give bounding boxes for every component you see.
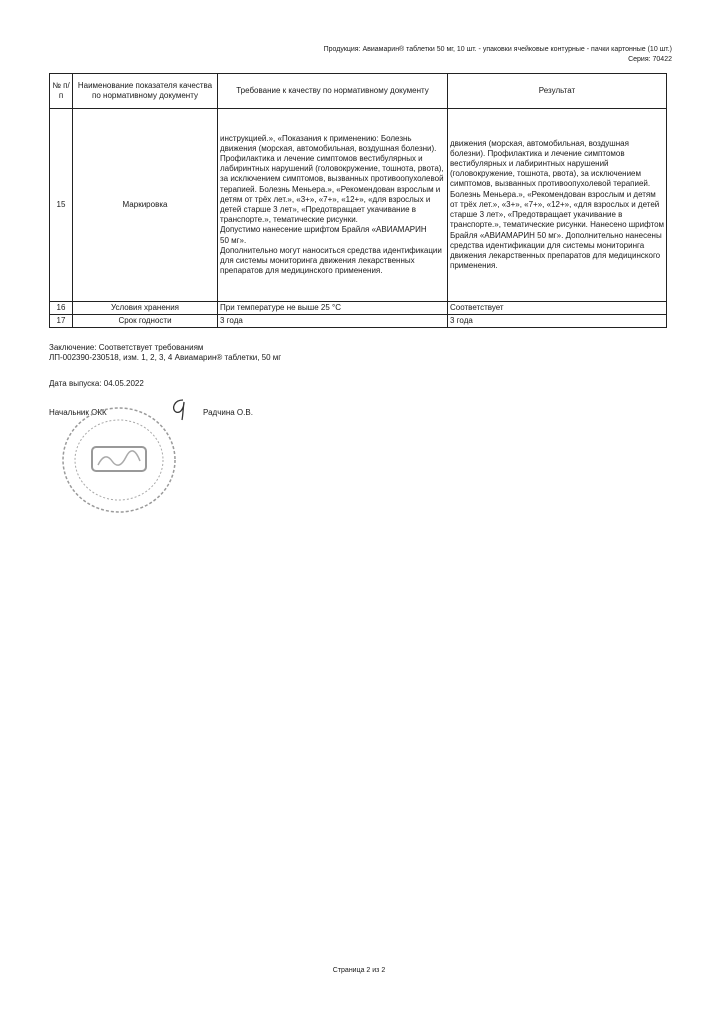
- row-number: 16: [50, 302, 73, 315]
- indicator-name: Срок годности: [73, 315, 218, 328]
- table-header-row: [50, 74, 667, 109]
- column-header-indicator: Наименование показателя качества по нормативному документу: [73, 74, 218, 109]
- column-header-requirement: Требование к качеству по нормативному документу: [218, 74, 448, 109]
- column-header-number: № п/п: [50, 74, 73, 109]
- signer-name: Радчина О.В.: [203, 408, 253, 417]
- result-cell: движения (морская, автомобильная, воздушная болезни). Профилактика и лечение симптомов вестибулярных и лабиринтных нарушений (головокружение, тошнота, рвота), за исключением симптомов, вызванных противоопухолевой терапией. Болезнь Меньера.», «Рекомендован взрослым и детям от трёх лет.», «3+», «7+», «12+», «для взрослых и детей старше 3 лет», «Предотвращает укачивание в транспорте.», тематические рисунки. Нанесено шрифтом Брайля «АВИАМАРИН 50 мг». Дополнительно нанесены средства идентификации для системы мониторинга движения лекарственных препаратов для медицинского применения.: [448, 109, 667, 302]
- row-number: 15: [50, 109, 73, 302]
- result-cell: 3 года: [448, 315, 667, 328]
- requirement-cell: 3 года: [218, 315, 448, 328]
- indicator-name: Маркировка: [73, 109, 218, 302]
- issue-date: Дата выпуска: 04.05.2022: [49, 379, 144, 388]
- header-series: Серия: 70422: [628, 56, 672, 63]
- row-number: 17: [50, 315, 73, 328]
- table-row: [50, 302, 667, 315]
- conclusion-line-2: ЛП-002390-230518, изм. 1, 2, 3, 4 Авиамарин® таблетки, 50 мг: [49, 353, 282, 362]
- seal-stamp: [60, 405, 178, 515]
- requirement-cell: При температуре не выше 25 °С: [218, 302, 448, 315]
- indicator-name: Условия хранения: [73, 302, 218, 315]
- conclusion-line-1: Заключение: Соответствует требованиям: [49, 343, 204, 352]
- signature: [168, 396, 190, 422]
- quality-table: [49, 73, 667, 328]
- page-number: Страница 2 из 2: [332, 967, 386, 974]
- result-cell: Соответствует: [448, 302, 667, 315]
- column-header-result: Результат: [448, 74, 667, 109]
- header-product: Продукция: Авиамарин® таблетки 50 мг, 10 шт. - упаковки ячейковые контурные - пачки картонные (10 шт.): [323, 46, 672, 53]
- table-row: [50, 315, 667, 328]
- signer-title: Начальник ОКК: [49, 408, 107, 417]
- table-row: [50, 109, 667, 302]
- requirement-cell: инструкцией.», «Показания к применению: Болезнь движения (морская, автомобильная, воздушная болезни). Профилактика и лечение симптомов вестибулярных и лабиринтных нарушений (головокружение, тошнота, рвота), за исключением симптомов, вызванных противоопухолевой терапией. Болезнь Меньера.», «Рекомендован взрослым и детям от трёх лет.», «3+», «7+», «12+», «для взрослых и детей старше 3 лет», «Предотвращает укачивание в транспорте.», тематические рисунки. Допустимо нанесение шрифтом Брайля «АВИАМАРИН 50 мг». Дополнительно могут наноситься средства идентификации для системы мониторинга движения лекарственных препаратов для медицинского применения.: [218, 109, 448, 302]
